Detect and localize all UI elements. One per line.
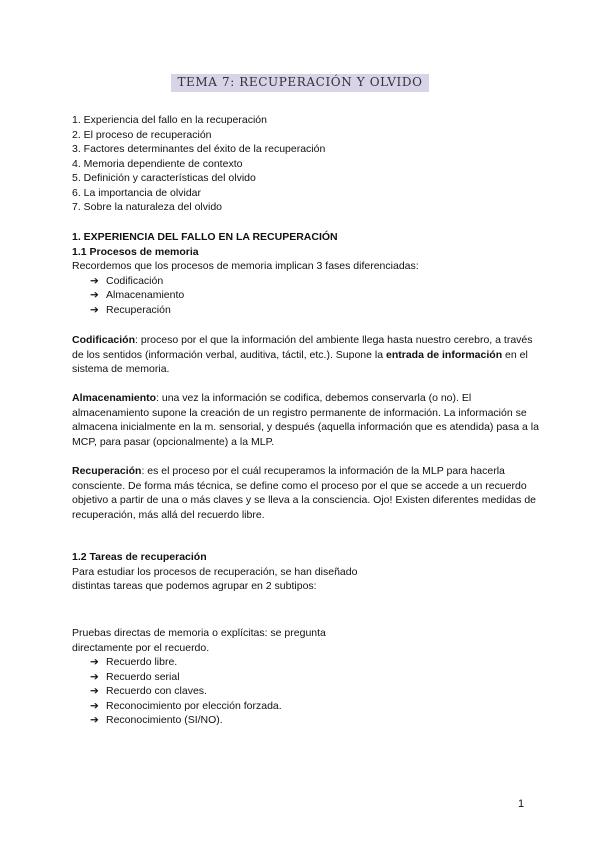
list-item-label: Reconocimiento (SI/NO).: [106, 714, 223, 726]
paragraph-line: Pruebas directas de memoria o explícitas: se pregunta: [72, 627, 326, 639]
title-wrap: [0, 74, 600, 92]
paragraph-text: : una vez la información se codifica, debemos conservarla (o no). El almacenamiento supone la creación de un registro permanente de información. La información se almacena inicialmente en la m. sensorial, y después (aquella información que es atendida) pasa a la MCP, para pasar (opcionalmente) a la MLP.: [72, 392, 539, 448]
arrow-icon: ➔: [90, 714, 99, 726]
list-item-label: Recuerdo serial: [106, 670, 180, 683]
list-item: [72, 288, 542, 303]
page-title: TEMA 7: RECUPERACIÓN Y OLVIDO: [171, 74, 428, 92]
list-item-label: Recuerdo con claves.: [106, 685, 207, 697]
paragraph-text: : proceso por el que la información del ambiente llega hasta nuestro cerebro, a través de los sentidos (información verbal, auditiva, táctil, etc.). Supone la: [72, 334, 533, 361]
list-item: [72, 670, 542, 685]
table-of-contents: [72, 113, 542, 215]
list-item: [72, 655, 542, 670]
list-item: [72, 684, 542, 699]
section-intro: Recordemos que los procesos de memoria implican 3 fases diferenciadas:: [72, 260, 419, 272]
term: Recuperación: [72, 465, 142, 477]
paragraph-line: directamente por el recuerdo.: [72, 641, 210, 654]
toc-item: 3. Factores determinantes del éxito de la recuperación: [72, 143, 326, 155]
page-number: 1: [518, 798, 525, 810]
toc-item: 7. Sobre la naturaleza del olvido: [72, 201, 223, 213]
list-item-label: Reconocimiento por elección forzada.: [106, 699, 282, 712]
list-item-label: Codificación: [106, 274, 164, 287]
toc-item: 4. Memoria dependiente de contexto: [72, 157, 243, 170]
subsection-heading: 1.2 Tareas de recuperación: [72, 551, 207, 563]
direct-tests: [72, 626, 542, 728]
paragraph-line: distintas tareas que podemos agrupar en 2 subtipos:: [72, 580, 317, 592]
term: Codificación: [72, 334, 136, 346]
toc-item: 1. Experiencia del fallo en la recuperación: [72, 114, 267, 126]
arrow-icon: ➔: [90, 685, 99, 697]
arrow-icon: ➔: [90, 670, 99, 683]
paragraph-text: en el sistema de memoria.: [72, 348, 528, 375]
arrow-icon: ➔: [90, 274, 99, 287]
arrow-icon: ➔: [90, 656, 99, 668]
section-1-2: [72, 550, 542, 594]
list-item-label: Recuperación: [106, 303, 171, 316]
almacenamiento-paragraph: [72, 391, 540, 449]
toc-item: 6. La importancia de olvidar: [72, 186, 201, 199]
toc-item: 5. Definición y características del olvido: [72, 172, 256, 184]
list-item: [72, 699, 542, 714]
recuperacion-paragraph: [72, 464, 540, 522]
term: Almacenamiento: [72, 392, 157, 404]
subsection-heading: 1.1 Procesos de memoria: [72, 245, 199, 258]
list-item: [72, 274, 542, 289]
arrow-icon: ➔: [90, 303, 99, 316]
paragraph-line: Para estudiar los procesos de recuperación, se han diseñado: [72, 565, 358, 578]
arrow-icon: ➔: [90, 699, 99, 712]
section-heading: 1. EXPERIENCIA DEL FALLO EN LA RECUPERACIÓN: [72, 231, 338, 243]
list-item-label: Recuerdo libre.: [106, 656, 178, 668]
list-item-label: Almacenamiento: [106, 289, 185, 301]
list-item: [72, 303, 542, 318]
arrow-icon: ➔: [90, 289, 99, 301]
toc-item: 2. El proceso de recuperación: [72, 128, 212, 141]
emphasis: entrada de información: [386, 348, 503, 361]
codificacion-paragraph: [72, 333, 540, 377]
section-1: [72, 230, 542, 317]
list-item: [72, 713, 542, 728]
paragraph-text: : es el proceso por el cuál recuperamos la información de la MLP para hacerla consciente. De forma más técnica, se define como el proceso por el que se accede a un recuerdo objetivo a partir de una o más claves y se lleva a la consciencia. Ojo! Existen diferentes medidas de recuperación, más allá del recuerdo libre.: [72, 465, 536, 521]
